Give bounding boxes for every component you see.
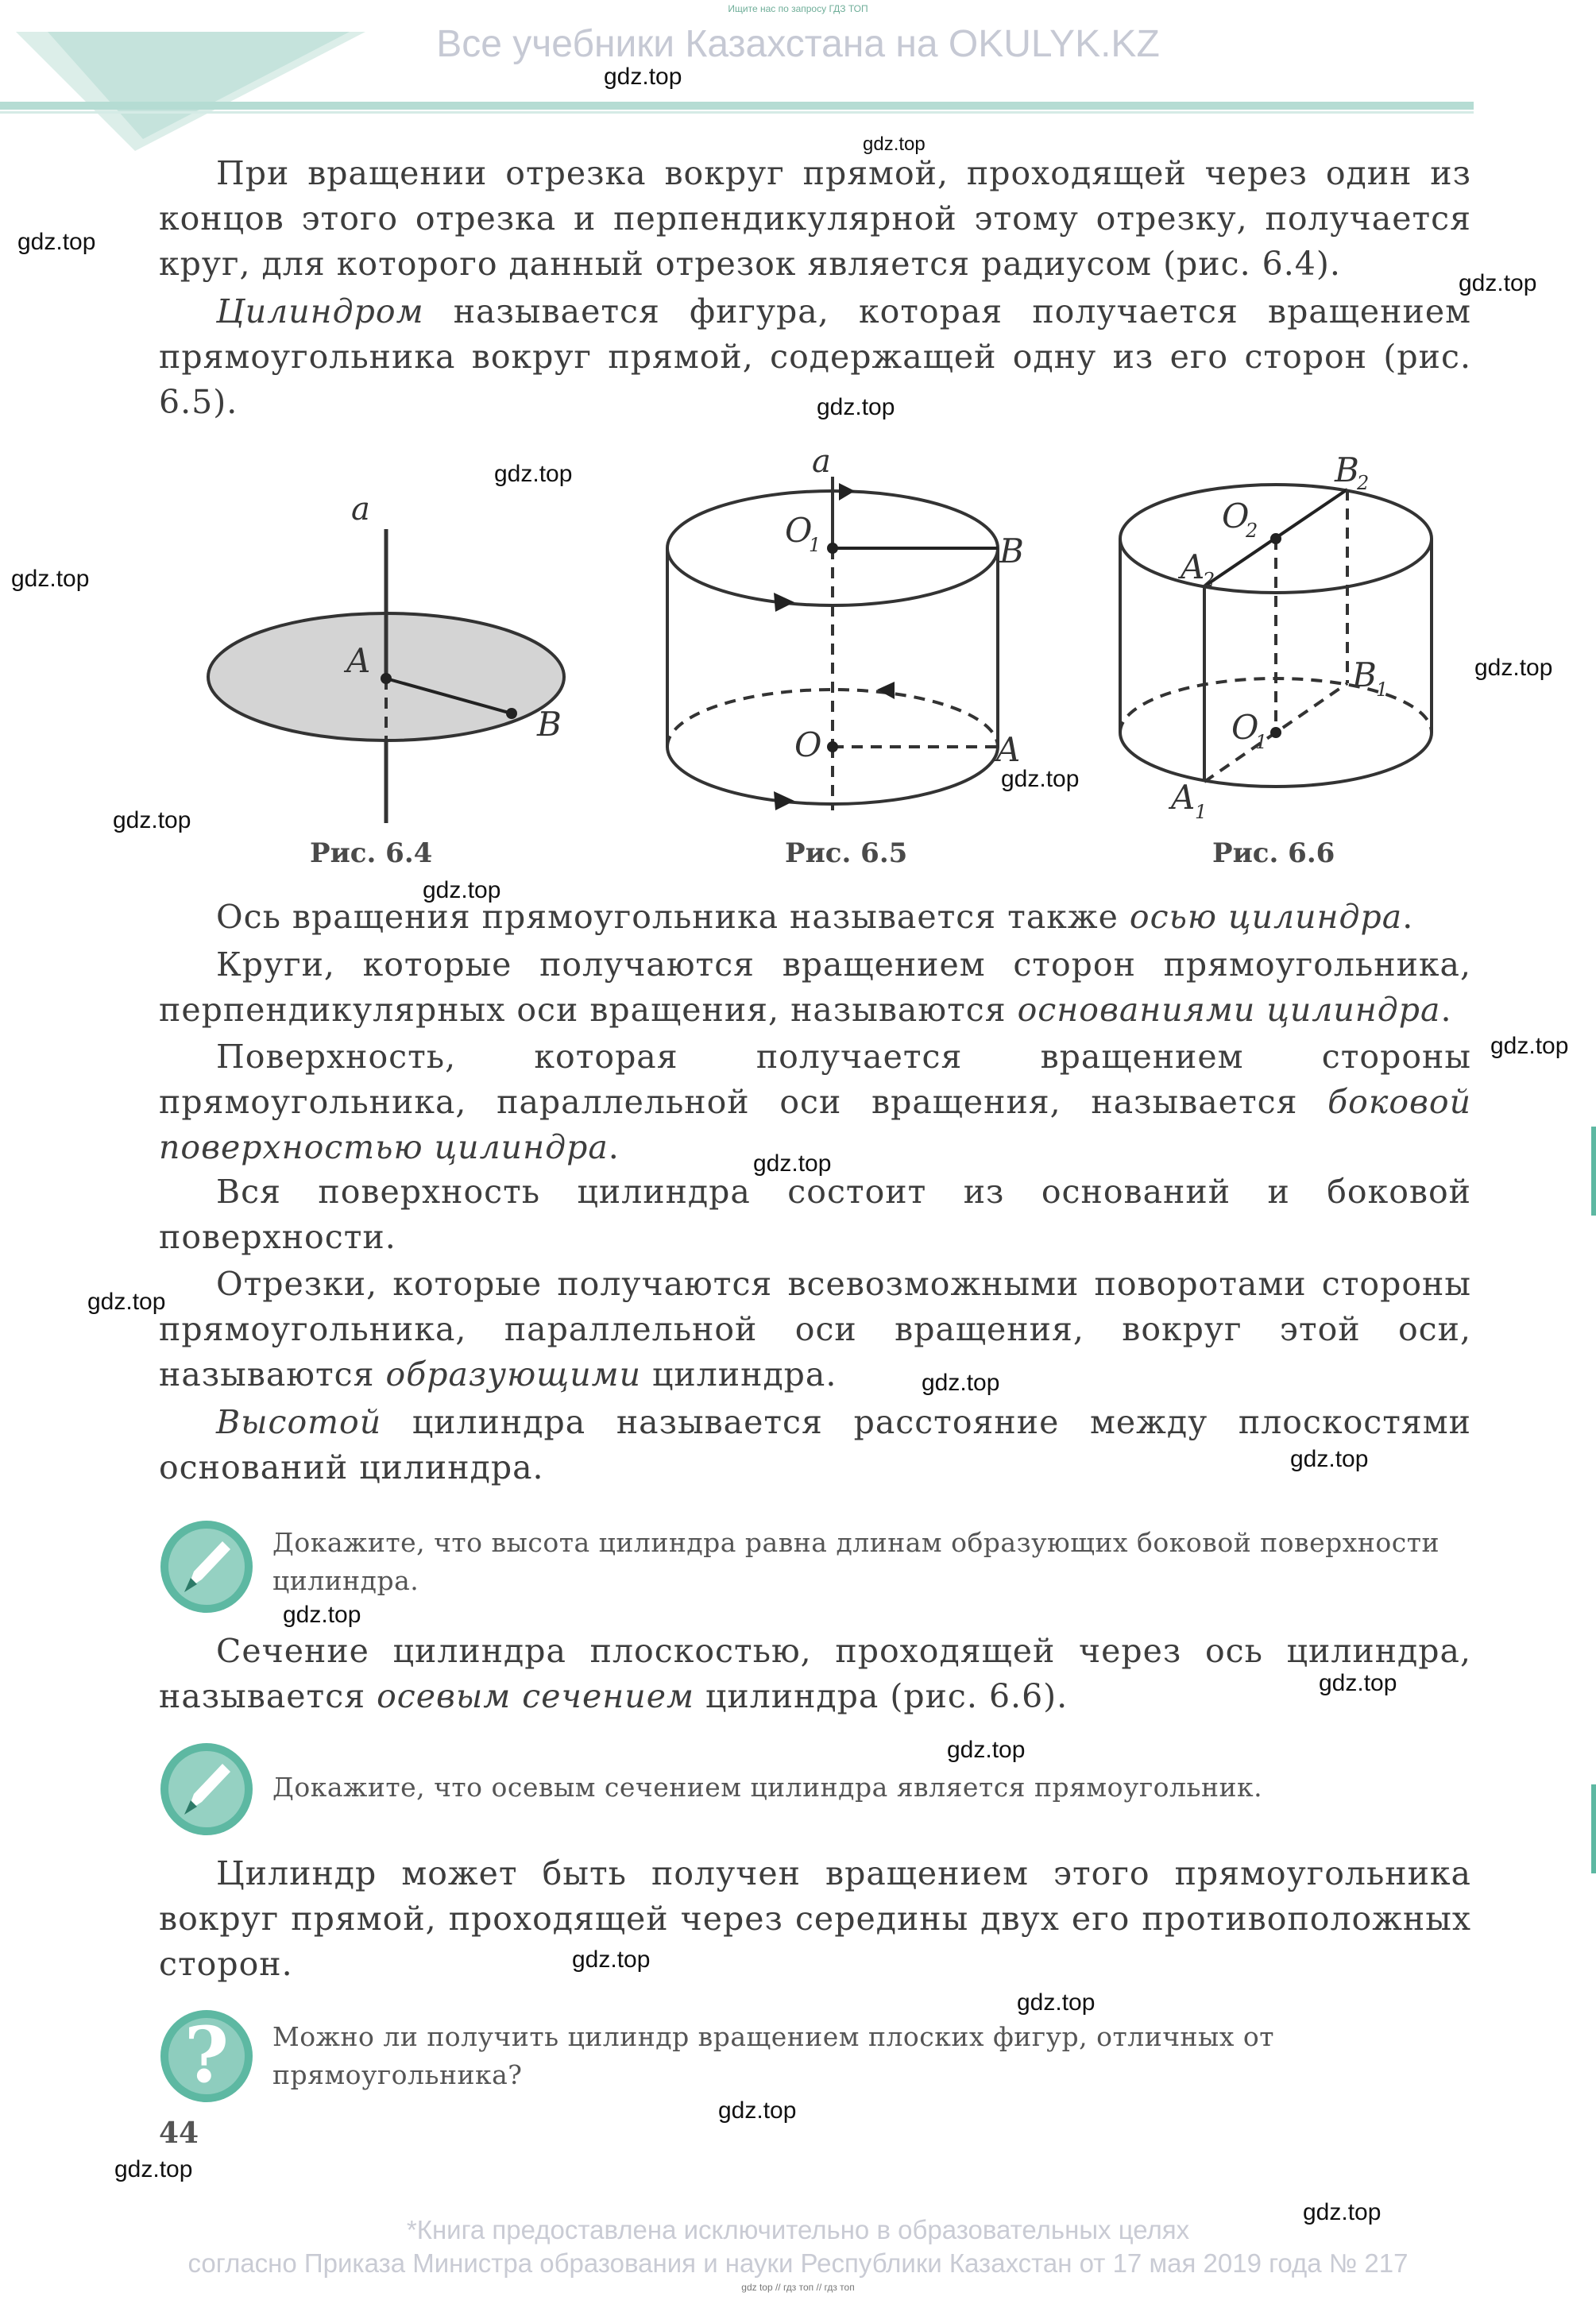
watermark: gdz.top — [718, 2097, 797, 2124]
label-top-center-sub: 1 — [809, 534, 821, 556]
side-accent-mark — [1591, 1784, 1596, 1873]
figure-6-5 — [651, 445, 1049, 834]
label-bottom-point: A — [996, 730, 1021, 769]
watermark: gdz.top — [1319, 1670, 1397, 1696]
term-cylinder: Цилиндром — [216, 292, 424, 331]
paragraph-text: Вся поверхность цилиндра состоит из оснований и боковой поверхности. — [159, 1173, 1471, 1256]
paragraph-generators — [159, 1262, 1471, 1397]
label-a2: A — [1181, 547, 1205, 586]
figure-caption-6-6: Рис. 6.6 — [1212, 837, 1335, 869]
label-axis: a — [351, 491, 370, 528]
footer-disclaimer-line1: *Книга предоставлена исключительно в образовательных целях — [406, 2215, 1190, 2244]
term-axis: осью цилиндра — [1129, 898, 1403, 936]
paragraph-text: Ось вращения прямоугольника называется также — [216, 898, 1130, 936]
paragraph-text: Поверхность, которая получается вращением стороны прямоугольника, параллельной оси вращения, называется — [159, 1038, 1471, 1121]
watermark: gdz.top — [922, 1370, 1000, 1396]
figure-6-4 — [191, 485, 588, 882]
watermark: gdz.top — [1474, 655, 1553, 681]
question-icon — [156, 2005, 259, 2109]
term-generators: образующими — [385, 1355, 642, 1394]
watermark: gdz.top — [87, 1289, 166, 1315]
label-o2: O — [1222, 497, 1250, 535]
label-a1: A — [1171, 778, 1196, 817]
watermark: gdz.top — [283, 1602, 361, 1628]
watermark: gdz.top — [572, 1946, 651, 1973]
paragraph-text: При вращении отрезка вокруг прямой, проходящей через один из концов этого отрезка и перпендикулярной этому отрезку, получается круг, для которого данный отрезок является радиусом (рис. 6.4). — [159, 154, 1471, 283]
label-o1-sub: 1 — [1255, 731, 1268, 753]
note-prove-axial-section: Докажите, что осевым сечением цилиндра является прямоугольник. — [272, 1772, 1263, 1803]
watermark: gdz.top — [753, 1150, 832, 1177]
watermark: gdz.top — [11, 566, 90, 592]
watermark: gdz.top — [113, 807, 191, 833]
watermark: gdz.top — [1017, 1989, 1096, 2016]
watermark: gdz.top — [17, 229, 96, 255]
footer-disclaimer-line2: согласно Приказа Министра образования и науки Республики Казахстан от 17 мая 2019 года № 217 — [187, 2248, 1409, 2278]
paragraph-text: . — [1402, 898, 1414, 936]
paragraph-text: Отрезки, которые получаются всевозможными поворотами стороны прямоугольника, параллельной оси вращения, вокруг этой оси, называются — [159, 1265, 1471, 1394]
watermark: gdz.top — [1459, 270, 1537, 296]
label-top-point: B — [999, 532, 1024, 570]
paragraph-full-surface — [159, 1169, 1471, 1260]
paragraph-text: Круги, которые получаются вращением сторон прямоугольника, перпендикулярных оси вращения, называются — [159, 945, 1471, 1029]
paragraph-cylinder-bases — [159, 942, 1471, 1033]
paragraph-cylinder-definition — [159, 289, 1471, 425]
watermark: gdz.top — [114, 2156, 193, 2182]
paragraph-text: цилиндра (рис. 6.6). — [694, 1677, 1069, 1715]
paragraph-text: Сечение цилиндра плоскостью, проходящей через ось цилиндра, называется — [159, 1632, 1471, 1715]
watermark: gdz.top — [947, 1737, 1026, 1763]
pencil-note-icon — [156, 1738, 259, 1842]
note-question-other-figures: Можно ли получить цилиндр вращением плоских фигур, отличных от прямоугольника? — [272, 2021, 1274, 2090]
page-number: 44 — [159, 2117, 199, 2150]
label-b2-sub: 2 — [1357, 472, 1370, 494]
watermark: gdz.top — [1490, 1033, 1569, 1059]
paragraph-lateral-surface — [159, 1034, 1471, 1170]
figure-caption-6-5: Рис. 6.5 — [785, 837, 908, 869]
watermark: gdz.top — [1303, 2199, 1382, 2225]
term-lateral-surface: боковой поверхностью цилиндра — [159, 1083, 1471, 1166]
figure-caption-6-4: Рис. 6.4 — [310, 837, 433, 869]
watermark: gdz.top — [1290, 1446, 1369, 1472]
label-b2: B — [1335, 450, 1359, 489]
label-point: B — [537, 705, 562, 744]
watermark: gdz.top — [604, 64, 682, 90]
pencil-note-icon — [156, 1516, 259, 1619]
watermark: gdz.top — [1001, 766, 1080, 792]
svg-text:?: ? — [184, 2010, 230, 2100]
header-rule-thin — [0, 111, 1474, 114]
term-height: Высотой — [216, 1403, 382, 1441]
paragraph-text: называется фигура, которая получается вращением прямоугольника вокруг прямой, содержащей одну из его сторон (рис. 6.5). — [159, 292, 1471, 421]
site-banner: Все учебники Казахстана на OKULYK.KZ — [436, 23, 1160, 65]
label-o1: O — [1231, 708, 1259, 747]
term-axial-section: осевым сечением — [377, 1677, 694, 1715]
paragraph-axial-section — [159, 1629, 1471, 1719]
label-a1-sub: 1 — [1195, 801, 1208, 823]
label-top-center: O — [785, 511, 813, 550]
paragraph-cylinder-axis — [159, 895, 1471, 940]
top-search-hint: Ищите нас по запросу ГДЗ ТОП — [728, 3, 868, 14]
paragraph-text: Цилиндр может быть получен вращением этого прямоугольника вокруг прямой, проходящей через середины двух его противоположных сторон. — [159, 1854, 1471, 1983]
note-prove-height: Докажите, что высота цилиндра равна длинам образующих боковой поверхности цилиндра. — [272, 1527, 1439, 1596]
label-o2-sub: 2 — [1246, 520, 1258, 542]
side-accent-mark — [1591, 1127, 1596, 1216]
figure-6-6 — [1104, 445, 1462, 834]
paragraph-height — [159, 1400, 1471, 1490]
label-axis: a — [812, 445, 831, 480]
footer-tiny-watermark: gdz top // гдз топ // гдз топ — [741, 2282, 855, 2293]
label-a2-sub: 2 — [1203, 569, 1215, 591]
paragraph-text: цилиндра. — [641, 1355, 837, 1394]
label-bottom-center: O — [794, 725, 822, 764]
paragraph-text: . — [608, 1128, 620, 1166]
paragraph-rotation-segment — [159, 151, 1471, 287]
paragraph-text: цилиндра называется расстояние между плоскостями оснований цилиндра. — [159, 1403, 1471, 1486]
watermark: gdz.top — [817, 394, 895, 420]
header-rule — [0, 102, 1474, 110]
watermark: gdz.top — [423, 877, 501, 903]
paragraph-text: . — [1440, 991, 1452, 1029]
label-b1-sub: 1 — [1376, 678, 1389, 701]
watermark: gdz.top — [863, 133, 926, 155]
paragraph-alternative-rotation — [159, 1851, 1471, 1987]
label-b1: B — [1352, 655, 1377, 694]
watermark: gdz.top — [494, 461, 573, 487]
label-center: A — [346, 641, 371, 680]
term-bases: основаниями цилиндра — [1017, 991, 1441, 1029]
